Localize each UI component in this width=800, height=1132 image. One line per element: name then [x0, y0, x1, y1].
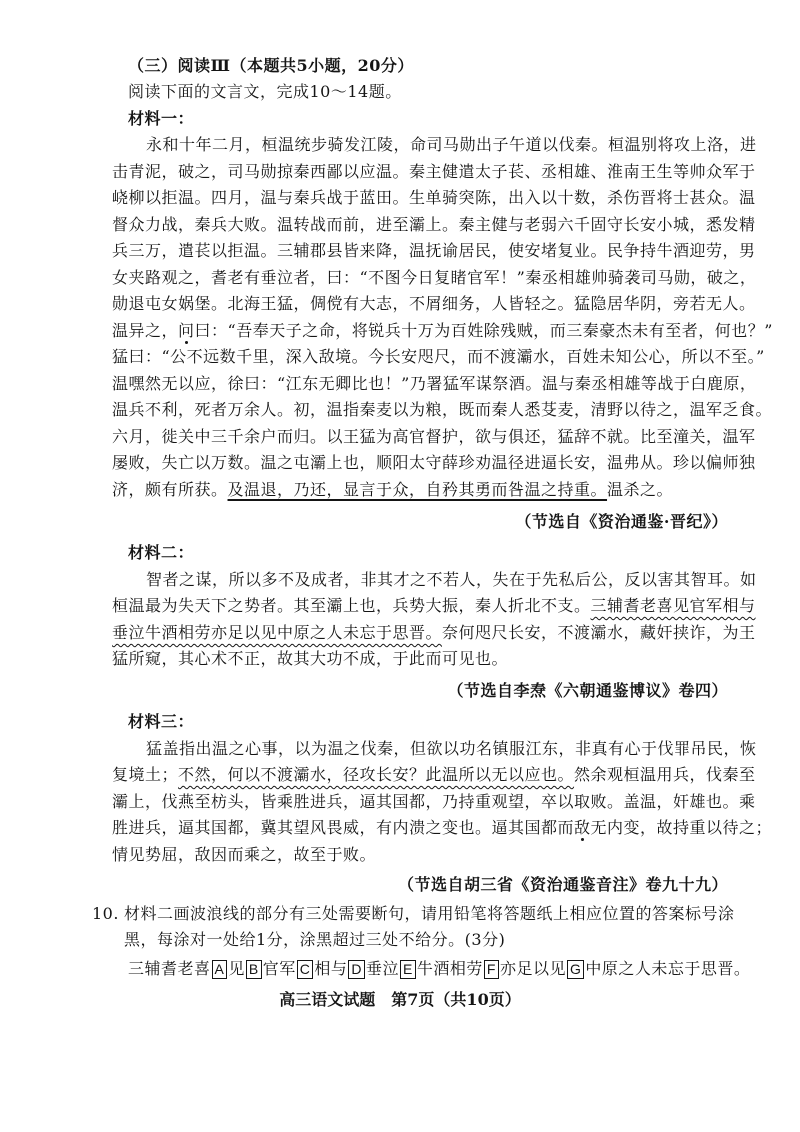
material-1-label: 材料一：	[128, 109, 195, 128]
m1-line: 猛曰：“公不远数千里，深入敌境。今长安咫尺，而不渡灞水，百姓未知公心，所以不至。”	[112, 347, 765, 366]
question-10-text: 材料二画波浪线的部分有三处需要断句，请用铅笔将答题纸上相应位置的答案标号涂	[124, 904, 735, 923]
m2-source: （节选自李焘《六朝通鉴博议》卷四）	[447, 681, 728, 700]
answer-label-box[interactable]: A	[212, 960, 228, 979]
emphasis-dot-char: 敌	[574, 818, 591, 837]
m1-line: 勋退屯女娲堡。北海王猛，倜傥有大志，不屑细务，人皆轻之。猛隐居华阴，旁若无人。	[112, 294, 756, 313]
m1-line: 女夹路观之，耆老有垂泣者，曰：“不图今日复睹官军！”秦丞相雄帅骑袭司马勋，破之，	[112, 268, 757, 287]
section-instruction: 阅读下面的文言文，完成10～14题。	[128, 82, 402, 101]
page-footer: 高三语文试题 第7页（共10页）	[279, 990, 521, 1009]
answer-option-row: 三辅耆老喜 A 见 B 官军 C 相与 D 垂泣 E 牛酒相劳 F 亦足以见 G 中原之人未忘于思晋。	[128, 959, 751, 978]
m2-line: 猛所窥，其心术不正，故其大功不成，于此而可见也。	[112, 649, 509, 668]
m1-line: 峣柳以拒温。四月，温与秦兵战于蓝田。生单骑突陈，出入以十数，杀伤晋将士甚众。温	[112, 188, 756, 207]
m1-line: 温兵不利，死者万余人。初，温指秦麦以为粮，既而秦人悉芟麦，清野以待之，温军乏食。	[112, 400, 773, 419]
material-3-label: 材料三：	[128, 712, 195, 731]
m1-line: 济，颇有所获。及温退，乃还，显言于众，自矜其勇而咎温之持重。温杀之。	[112, 480, 674, 499]
wavy-underlined-text: 垂泣牛酒相劳亦足以见中原之人未忘于思晋。	[112, 623, 443, 642]
underlined-sentence: 及温退，乃还，显言于众，自矜其勇而咎温之持重。	[227, 480, 608, 499]
m1-line: 温嘿然无以应，徐曰：“江东无卿比也！”乃署猛军谋祭酒。温与秦丞相雄等战于白鹿原，	[112, 374, 757, 393]
m3-line: 复境土；不然，何以不渡灞水，径攻长安？此温所以无以应也。然余观桓温用兵，伐秦至	[112, 765, 756, 784]
answer-label-box[interactable]: E	[400, 960, 416, 979]
m3-line: 情见势屈，敌因而乘之，故至于败。	[112, 845, 377, 864]
m1-line: 击青泥，破之，司马勋掠秦西鄙以应温。秦主健遣太子苌、丞相雄、淮南王生等帅众军于	[112, 162, 756, 181]
m3-line: 胜进兵，逼其国都，冀其望风畏威，有内溃之变也。逼其国都而敌无内变，故持重以待之；	[112, 818, 773, 837]
m3-line: 灞上，伐燕至枋头，皆乘胜进兵，逼其国都，乃持重观望，卒以取败。盖温，奸雄也。乘	[112, 792, 756, 811]
material-2-label: 材料二：	[128, 543, 195, 562]
wavy-underlined-text: 不然，何以不渡灞水，径攻长安？此温所以无以应也。	[178, 765, 575, 784]
m1-line: 六月，徙关中三千余户而归。以王猛为高官督护，欲与俱还，猛辞不就。比至潼关，温军	[112, 427, 756, 446]
wavy-underlined-text: 三辅耆老喜见官军相与	[590, 596, 756, 615]
m2-line: 垂泣牛酒相劳亦足以见中原之人未忘于思晋。奈何咫尺长安，不渡灞水，藏奸挟诈，为王	[112, 623, 756, 642]
m2-line: 桓温最为失天下之势者。其至灞上也，兵势大振，秦人折北不支。三辅耆老喜见官军相与	[112, 596, 756, 615]
m3-line: 猛盖指出温之心事，以为温之伐秦，但欲以功名镇服江东，非真有心于伐罪吊民，恢	[146, 739, 757, 758]
answer-label-box[interactable]: G	[567, 960, 584, 979]
m1-line: 督众力战，秦兵大败。温转战而前，进至灞上。秦主健与老弱六千固守长安小城，悉发精	[112, 215, 756, 234]
m1-source: （节选自《资治通鉴·晋纪》）	[515, 512, 728, 531]
answer-label-box[interactable]: F	[484, 960, 499, 979]
m1-line: 温异之，问曰：“吾奉天子之命，将锐兵十万为百姓除残贼，而三秦豪杰未有至者，何也？”	[112, 321, 773, 340]
question-number: 10.	[92, 904, 119, 923]
m1-line: 兵三万，遣苌以拒温。三辅郡县皆来降，温抚谕居民，使安堵复业。民争持牛酒迎劳，男	[112, 241, 756, 260]
section-heading: （三）阅读Ⅲ（本题共5小题，20分）	[128, 56, 414, 75]
emphasis-dot-char: 问	[178, 321, 195, 340]
m3-source: （节选自胡三省《资治通鉴音注》卷九十九）	[397, 875, 728, 894]
m1-line: 永和十年二月，桓温统步骑发江陵，命司马勋出子午道以伐秦。桓温别将攻上洛，进	[146, 135, 757, 154]
question-10-text: 黑，每涂对一处给1分，涂黑超过三处不给分。(3分)	[124, 930, 506, 949]
m1-line: 屡败，失亡以万数。温之屯灞上也，顺阳太守薛珍劝温径进逼长安，温弗从。珍以偏师独	[112, 453, 756, 472]
answer-label-box[interactable]: C	[297, 960, 314, 979]
m2-line: 智者之谋，所以多不及成者，非其才之不若人，失在于先私后公，反以害其智耳。如	[146, 570, 757, 589]
answer-label-box[interactable]: D	[348, 960, 365, 979]
answer-label-box[interactable]: B	[246, 960, 262, 979]
